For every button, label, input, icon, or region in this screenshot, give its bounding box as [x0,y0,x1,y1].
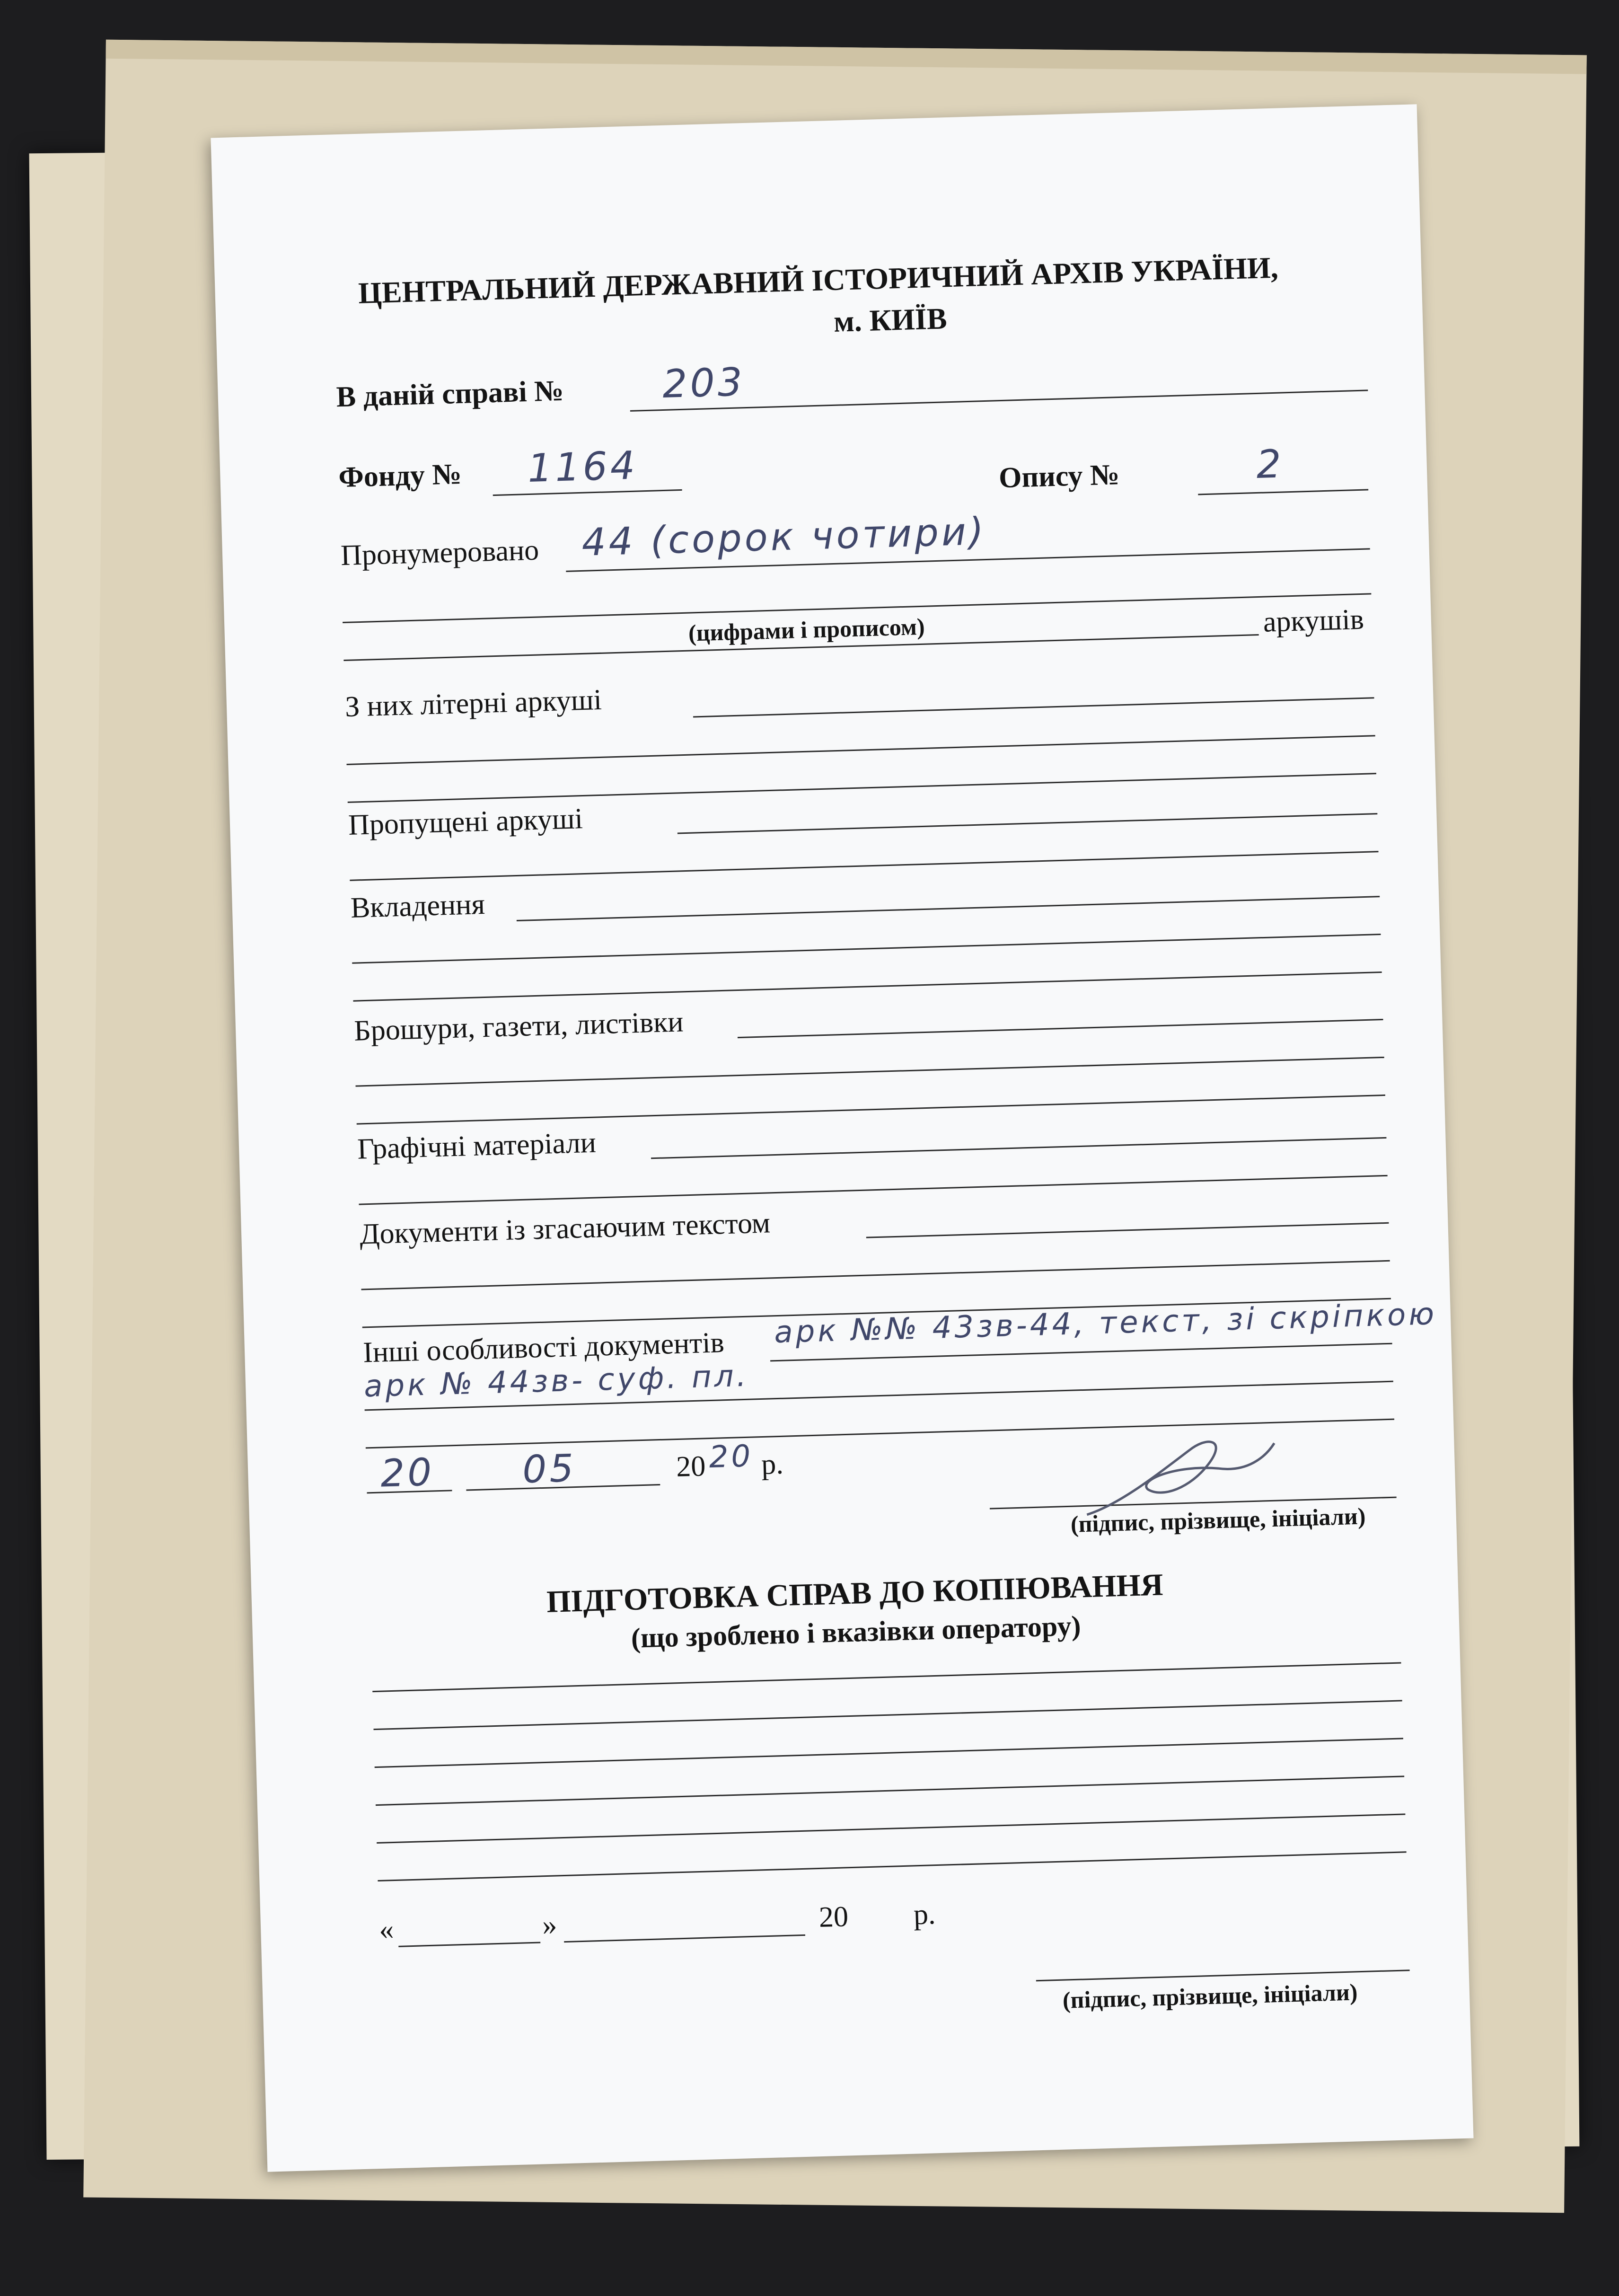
brochures-line-2 [355,1057,1384,1087]
missing-sheets-line [678,813,1378,834]
date2-open-quote: « [378,1913,395,1946]
section2-line-2 [373,1700,1402,1730]
date1-year[interactable]: 20 [708,1439,754,1475]
signature1-hint: (підпис, прізвище, ініціали) [1070,1502,1366,1537]
numbered-label: Пронумеровано [340,534,540,572]
fading-text-line [866,1222,1389,1238]
section2-line-3 [375,1738,1403,1768]
attachments-line [517,896,1380,921]
date1-month[interactable]: 05 [522,1446,577,1492]
brochures-label: Брошури, газети, листівки [353,1006,684,1047]
attachments-label: Вкладення [350,888,485,924]
section2-title: ПІДГОТОВКА СПРАВ ДО КОПІЮВАННЯ [546,1567,1164,1619]
fond-line [493,489,682,496]
case-sheet-form [211,104,1473,2172]
date2-suffix: р. [913,1898,936,1931]
archive-title: ЦЕНТРАЛЬНИЙ ДЕРЖАВНИЙ ІСТОРИЧНИЙ АРХІВ УКРАЇНИ, [358,250,1279,310]
signature2-hint: (підпис, прізвище, ініціали) [1062,1978,1358,2013]
date2-month-line[interactable] [564,1934,805,1943]
numbered-suffix: аркушів [1262,603,1364,638]
graphics-label: Графічні матеріали [357,1126,597,1166]
section2-line-5 [377,1813,1405,1844]
other-features-note-1[interactable]: арк №№ 43зв-44, текст, зі скріпкою [774,1297,1438,1351]
date1-suffix: р. [761,1448,784,1481]
section2-line-4 [376,1775,1404,1806]
archive-city: м. КИЇВ [833,301,948,338]
attachments-line-3 [353,971,1381,1002]
opys-label: Опису № [998,459,1120,495]
brochures-line-3 [357,1095,1385,1125]
missing-sheets-label: Пропущені аркуші [348,803,583,841]
date2-close-quote: » [542,1908,558,1942]
opys-line [1198,489,1368,495]
letter-sheets-line-2 [347,735,1375,765]
graphics-line-2 [359,1175,1387,1205]
date2-day-line[interactable] [398,1942,540,1947]
date2-year-prefix: 20 [818,1900,849,1934]
date1-day[interactable]: 20 [380,1450,435,1496]
fond-label: Фонду № [338,458,462,494]
case-number-value[interactable]: 203 [662,360,746,407]
numbered-value[interactable]: 44 (сорок чотири) [581,509,987,565]
numbered-hint: (цифрами і прописом) [688,613,925,646]
letter-sheets-line-3 [348,773,1376,803]
section2-line-6 [378,1851,1406,1881]
date1-year-prefix: 20 [676,1450,706,1484]
graphics-line [651,1137,1386,1159]
attachments-line-2 [352,934,1381,964]
other-features-note-2[interactable]: арк № 44зв- суф. пл. [363,1358,749,1404]
section2-subtitle: (що зроблено і вказівки оператору) [631,1610,1082,1654]
letter-sheets-line [693,697,1374,717]
fond-value[interactable]: 1164 [527,443,639,491]
letter-sheets-label: З них літерні аркуші [344,683,602,723]
other-features-label: Інші особливості документів [362,1326,725,1369]
fading-text-line-2 [361,1260,1390,1290]
missing-sheets-line-2 [350,851,1378,881]
opys-value[interactable]: 2 [1256,442,1285,487]
brochures-line [738,1019,1383,1038]
section2-line-1 [372,1662,1401,1692]
case-number-label: В даній справі № [335,374,564,414]
fading-text-label: Документи із згасаючим текстом [359,1207,771,1251]
